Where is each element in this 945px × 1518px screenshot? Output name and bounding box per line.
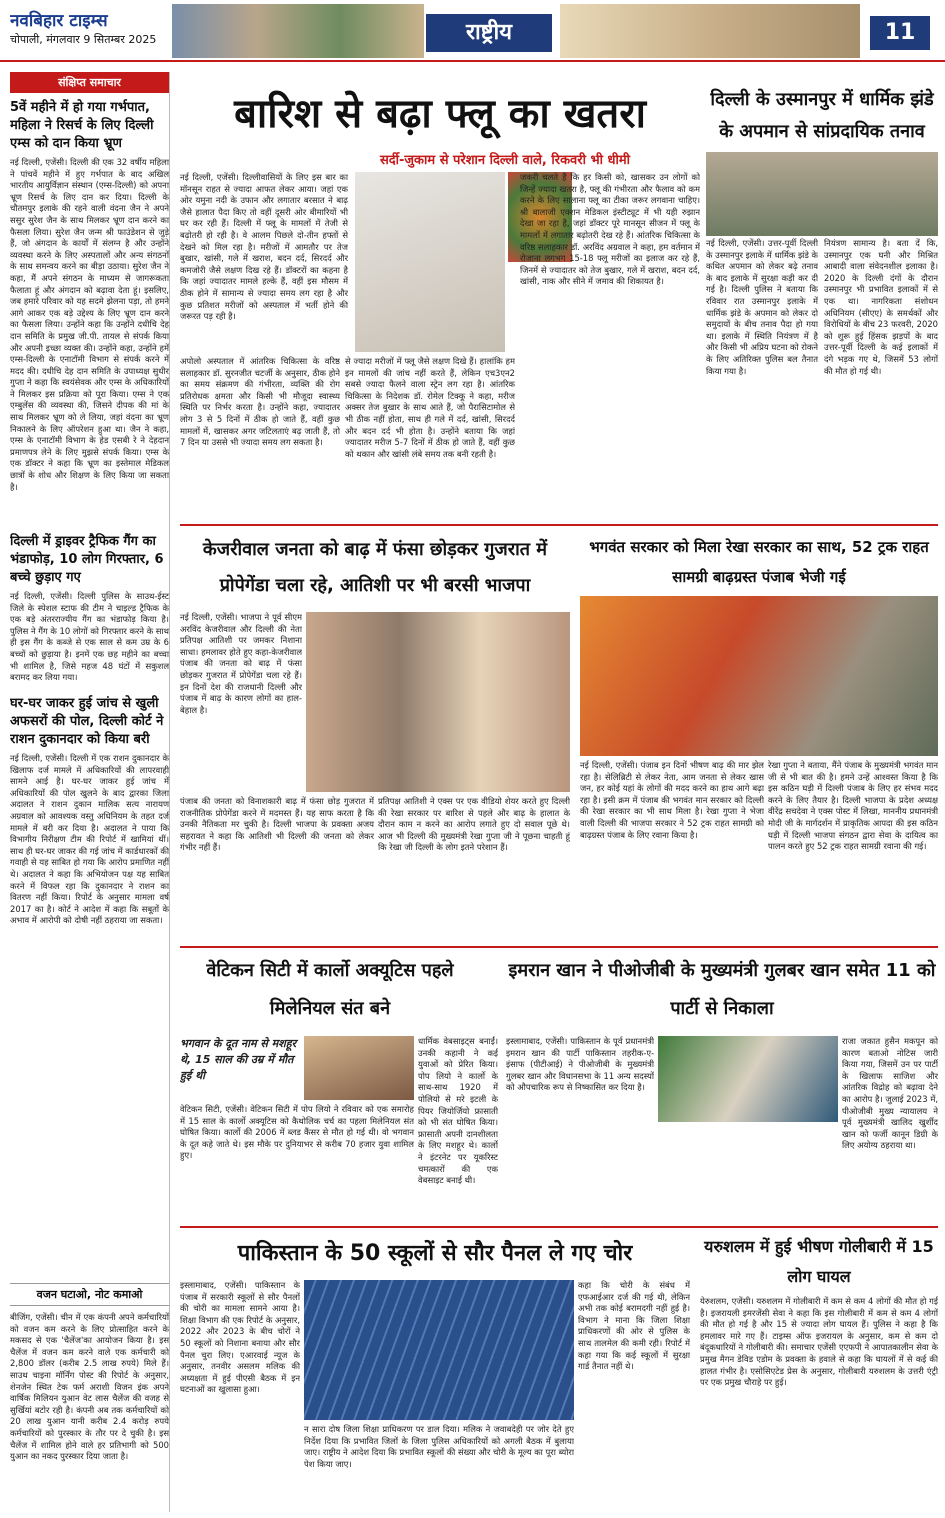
- kejriwal-text: पंजाब की जनता को विनाशकारी बाढ़ में फंसा छोड़ गुजरात में राजनीतिक प्रोपेगेंडा करने में मदमस्त हैं। यह साफ करता है कि उनकी नैतिकता मर चुकी है। दिल्ली भाजपा के प्रवक्ता अजय सहरावत ने कहा कि आतिशी भी दिल्ली की जनता को लेकर गंभीर नहीं हैं।: [180, 796, 374, 853]
- flu-text: अपोलो अस्पताल में आंतरिक चिकित्सा के वरिष्ठ सलाहकार डॉ. सुरनजीत चटर्जी के अनुसार, ठीक होने का समय संक्रमण की गंभीरता, व्यक्ति की रोग प्रतिरोधक क्षमता और किसी भी मौजूदा स्वास्थ्य स्थिति पर निर्भर करता है। उन्होंने कहा, ज्यादातर लोग 3 से 5 दिनों में ठीक हो जाते हैं, वहीं कुछ मामलों में, खासकर अगर जटिलताएं बढ़ जाती हैं, तो 7 दिन या उससे भी ज्यादा समय लग सकता है।: [180, 356, 340, 448]
- imran-khan-photo: [658, 1036, 838, 1122]
- brief-headline: 5वें महीने में हो गया गर्भपात, महिला ने रिसर्च के लिए दिल्ली एम्स को दान किया भ्रूण: [10, 100, 154, 151]
- relief-trucks-photo: [580, 596, 938, 756]
- jerusalem-text: येरुशलम, एजेंसी। यरुशलम में गोलीबारी में कम से कम 4 लोगों की मौत हो गई है। इजरायली इमरजेंसी सेवा ने कहा कि इस गोलीबारी में कम से कम 4 लोगों की मौत हो गई है और 15 से ज्यादा लोग घायल हैं। पुलिस ने कहा है कि हमलावर मारे गए हैं। टाइम्स ऑफ इजरायल के अनुसार, कम से कम दो बंदूकधारियों ने गोलीबारी की। समाचार एजेंसी एएफपी ने आपातकालीन सेवा के प्रमुख मैगन डेविड एडोम के प्रवक्ता के हवाले से कहा कि घायलों में से कई की हालत गंभीर है। एसोसिएटेड प्रेस के अनुसार, गोलीबारी यरुशलम के उत्तरी एंट्री पर एक प्रमुख चौराहे पर हुई।: [700, 1296, 938, 1388]
- brief-headline: दिल्ली में ड्राइवर ट्रैफिक गैंग का भंडाफोड़, 10 लोग गिरफ्तार, 6 बच्चे छुड़ाए गए: [10, 534, 164, 585]
- vatican-text: वेटिकन सिटी, एजेंसी। वेटिकन सिटी में पोप लियो ने रविवार को एक समारोह में 15 साल के कार्लो अक्यूटिस को कैथोलिक चर्च का पहला मिलेनियल संत घोषित किया। कार्लो की 2006 में ब्लड कैंसर से मौत हो गई थी। वो भगवान के दूत कहे जाते थे। इस मौके पर दुनियाभर से करीब 70 हजार युवा शामिल हुए।: [180, 1104, 414, 1161]
- brief-tag: वजन घटाओ, नोट कमाओ: [10, 1283, 169, 1306]
- police-crowd-photo: [706, 152, 938, 236]
- imran-text: इस्लामाबाद, एजेंसी। पाकिस्तान के पूर्व प्रधानमंत्री इमरान खान की पार्टी पाकिस्तान तहरीक-ए-इंसाफ (पीटीआई) ने पीओजीबी के मुख्यमंत्री गुलबर खान और विधानसभा के 11 अन्य सदस्यों को औपचारिक रूप से निष्कासित कर दिया है।: [506, 1036, 654, 1093]
- masthead-collage-image: [172, 4, 424, 58]
- riot-headline: दिल्ली के उस्मानपुर में धार्मिक झंडे के अपमान से सांप्रदायिक तनाव: [710, 89, 934, 142]
- section-divider: [180, 946, 938, 948]
- section-divider: [180, 1226, 938, 1228]
- flu-headline: बारिश से बढ़ा फ्लू का खतरा: [234, 91, 646, 137]
- bhagwant-headline: भगवंत सरकार को मिला रेखा सरकार का साथ, 52 ट्रक राहत सामग्री बाढ़ग्रस्त पंजाब भेजी गई: [589, 538, 929, 586]
- riot-text: नई दिल्ली, एजेंसी। उत्तर-पूर्वी दिल्ली के उस्मानपुर इलाके में धार्मिक झंडे के कथित अपमान को लेकर बढ़े तनाव के बाद इलाके में सुरक्षा कड़ी कर दी गई है। दिल्ली पुलिस ने बताया कि रविवार रात उस्मानपुर इलाके में धार्मिक झंडे के अपमान को लेकर दो समुदायों के बीच तनाव पैदा हो गया था। इलाके में स्थिति नियंत्रण में है और किसी भी अप्रिय घटना को रोकने के लिए अतिरिक्त पुलिस बल तैनात किया गया है।: [706, 238, 818, 376]
- flu-text: जकरी चलते हैं कि हर किसी को, खासकर उन लोगों को जिन्हें ज्यादा खतरा है, फ्लू की गंभीरता और फैलाव को कम करने के लिए सालाना फ्लू का टीका जरूर लगवाना चाहिए। श्री बालाजी एक्शन मेडिकल इंस्टीट्यूट में भी यही रुझान देखा जा रहा है, जहां डॉक्टर पूरे मानसून सीजन में फ्लू के मामलों में लगातार बढ़ोतरी देख रहे हैं। आंतरिक चिकित्सा के वरिष्ठ सलाहकार डॉ. अरविंद अग्रवाल ने कहा, हम वर्तमान में रोजाना लगभग 15-18 फ्लू मरीजों का इलाज कर रहे हैं, जिनमें से ज्यादातर को तेज बुखार, गले में खराश, बदन दर्द, खांसी, नाक और सीने में जमाव की शिकायत है।: [520, 172, 700, 287]
- solar-panels-photo: [304, 1280, 574, 1420]
- vatican-caption: भगवान के दूत नाम से मशहूर थे, 15 साल की उम्र में मौत हुई थी: [180, 1037, 297, 1082]
- newspaper-logo: [10, 10, 170, 50]
- politicians-photo: [306, 612, 570, 792]
- section-title: राष्ट्रीय: [426, 14, 552, 52]
- briefs-tag: संक्षिप्त समाचार: [10, 72, 169, 93]
- page-number: 11: [870, 16, 930, 50]
- riot-text: नियंत्रण सामान्य है। बता दें कि, उस्मानपुर एक घनी और मिश्रित आबादी वाला संवेदनशील इलाका है। 2020 के दिल्ली दंगों के दौरान उस्मानपुर भी प्रभावित इलाकों में से एक था। नागरिकता संशोधन अधिनियम (सीएए) के समर्थकों और विरोधियों के बीच 23 फरवरी, 2020 को शुरू हुई हिंसक झड़पों के बाद उत्तर-पूर्वी दिल्ली के कई इलाकों में दंगे भड़क गए थे, जिसमें 53 लोगों की मौत हो गई थी।: [824, 238, 938, 376]
- imran-headline: इमरान खान ने पीओजीबी के मुख्यमंत्री गुलबर खान समेत 11 को पार्टी से निकाला: [508, 960, 936, 1019]
- bhagwant-text: रेखा गुप्ता ने बताया, मैंने पंजाब के मुख्यमंत्री भगवंत मान जी से भी बात की है। हमने उन्हें आश्वस्त किया है कि इस कठिन घड़ी में दिल्ली पंजाब के लिए हर संभव मदद करने के लिए तैयार है। दिल्ली भाजपा के प्रदेश अध्यक्ष वीरेंद्र सचदेवा ने एक्स पोस्ट में लिखा, माननीय प्रधानमंत्री मोदी जी के मार्गदर्शन में प्राकृतिक आपदा की इस कठिन घड़ी में दिल्ली भाजपा संगठन द्वारा सेवा के दायित्व का पालन करते हुए 52 ट्रक राहत सामग्री रवाना की गई।: [768, 760, 938, 852]
- jerusalem-headline: यरुशलम में हुई भीषण गोलीबारी में 15 लोग घायल: [704, 1237, 934, 1286]
- solar-headline: पाकिस्तान के 50 स्कूलों से सौर पैनल ले गए चोर: [237, 1241, 633, 1266]
- flu-text: से ज्यादा मरीजों में फ्लू जैसे लक्षण दिखे हैं। हालांकि हम इन मामलों की जांच नहीं करते हैं, लेकिन एच3एन2 सबसे ज्यादा फैलने वाला स्ट्रेन लग रहा है। आंतरिक चिकित्सा के निदेशक डॉ. रोमेल टिक्कू ने कहा, मरीज अक्सर तेज बुखार के साथ आते हैं, जो पैरासिटामोल से भी ठीक नहीं होता, साथ ही गले में दर्द, खांसी, सिरदर्द और बदन दर्द भी होता है। उन्होंने बताया कि जहां ज्यादातर मरीज 5-7 दिनों में ठीक हो जाते हैं, वहीं कुछ को थकान और खांसी लंबे समय तक बनी रहती है।: [345, 356, 515, 459]
- vatican-text: धार्मिक वेबसाइट्स बनाईं। उनकी कहानी ने कई युवाओं को प्रेरित किया। पोप लियो ने कार्लो के साथ-साथ 1920 में पोलियो से मरे इटली के पियर जियोर्जियो फ्रासाती को भी संत घोषित किया। फ्रासाती अपनी दानशीलता के लिए मशहूर थे। कार्लो ने इंटरनेट पर यूकरिस्ट चमत्कारों की एक वेबसाइट बनाई थी।: [418, 1036, 498, 1186]
- briefs-column: [10, 72, 170, 1512]
- section-divider: [180, 524, 938, 526]
- bhagwant-text: नई दिल्ली, एजेंसी। पंजाब इन दिनों भीषण बाढ़ की मार झेल रहा है। सेलिब्रिटी से लेकर नेता, आम जनता से लेकर खास जन, हर कोई यहां के लोगों की मदद करने का हाथ आगे बढ़ा रहा है। इसी क्रम में पंजाब की भगवंत मान सरकार को दिल्ली की रेखा सरकार का भी साथ मिला है। रेखा गुप्ता ने भेजा वाली दिल्ली की भाजपा सरकार ने 52 ट्रक राहत सामग्री को बाढ़ग्रस्त पंजाब के लिए रवाना किया है।: [580, 760, 764, 840]
- kejriwal-text: नई दिल्ली, एजेंसी। भाजपा ने पूर्व सीएम अरविंद केजरीवाल और दिल्ली की नेता प्रतिपक्ष आतिशी पर जमकर निशाना साधा। हमलावर होते हुए कहा-केजरीवाल पंजाब की जनता को बाढ़ में फंसा छोड़कर गुजरात में प्रोपेगेंडा चला रहे हैं। इन दिनों देश की राजधानी दिल्ली और पंजाब में बाढ़ के कारण लोगों का हाल-बेहाल है।: [180, 612, 302, 715]
- flu-subheadline: सर्दी-जुकाम से परेशान दिल्ली वाले, रिकवरी भी धीमी: [379, 153, 631, 168]
- brief-body: नई दिल्ली, एजेंसी। दिल्ली में एक राशन दुकानदार के खिलाफ दर्ज मामले में अधिकारियों की लापरवाही सामने आई है। घर-घर जाकर हुई जांच में अधिकारियों की पोल खुलने के बाद द्वारका जिला अदालत ने राशन दुकान मालिक सत्य नारायण अग्रवाल को आवश्यक वस्तु अधिनियम के तहत दर्ज मामले में बरी कर दिया है। अदालत ने पाया कि विभागीय निरीक्षण टीम की रिपोर्ट में खामियां थीं। साथ ही घर-घर जाकर की गई जांच में कार्डधारकों की गवाही से यह साबित हो गया कि आरोप प्रमाणित नहीं थे। अदालत ने कहा कि अभियोजन पक्ष यह साबित करने में विफल रहा कि दुकानदार ने राशन का वितरण नहीं किया। रिपोर्ट के अनुसार मामला वर्ष 2017 का है। कोर्ट ने आदेश में कहा कि सबूतों के अभाव में आरोपी को दोषी नहीं ठहराया जा सकता।: [10, 753, 169, 926]
- kejriwal-text: प्रतिपक्ष आतिशी ने एक्स पर एक वीडियो शेयर करते हुए दिल्ली की रेखा सरकार पर बारिश से पहले और बाढ़ के हालात के दौरान काम न करने का आरोप लगाते हुए दो सवाल पूछे थे। आज भी दिल्ली की मुख्यमंत्री रेखा गुप्ता जी ने पूछना चाहती हूं कि रेखा जी दिल्ली के लोग इतने परेशान हैं।: [378, 796, 570, 853]
- dateline: चोपाली, मंगलवार 9 सितम्बर 2025: [10, 33, 157, 46]
- imran-text: राजा जकात हुसैन मकपून को कारण बताओ नोटिस जारी किया गया, जिसमें उन पर पार्टी के खिलाफ साजिश और आंतरिक विद्रोह को बढ़ावा देने का आरोप है। जुलाई 2023 में, पीओजीबी मुख्य न्यायालय ने पूर्व मुख्यमंत्री खालिद खुर्शीद खान को फर्जी कानून डिग्री के लिए अयोग्य ठहराया था।: [842, 1036, 938, 1151]
- brief-body: नई दिल्ली, एजेंसी। दिल्ली की एक 32 वर्षीय महिला ने पांचवें महीने में हुए गर्भपात के बाद अखिल भारतीय आयुर्विज्ञान संस्थान (एम्स-दिल्ली) को अपना भ्रूण रिसर्च के लिए दान कर दिया। दिल्ली के चौतमपुर इलाके की रहने वाली वंदना जैन ने अपने ससुर सुरेश जैन के साथ मिलकर भ्रूण दान करने का फैसला लिया। सुरेश जैन जन्म श्री फाउंडेशन से जुड़े हैं, जो अंगदान के कार्यों में संलग्न है और उन्होंने व्यवस्था करने के लिए अस्पतालों और अन्य संगठनों के साथ समन्वय करने का बीड़ा उठाया। सुरेश जैन ने कहा, मैं अपने संगठन के माध्यम से जागरूकता फैलाता हूं और अंगदान को बढ़ावा देता हूं। इसलिए, जब हमारे परिवार को यह सदमे झेलना पड़ा, तो हमने आगे आकर एक बड़े उद्देश्य के लिए भ्रूण दान करने का फैसला लिया। उन्होंने कहा कि उन्होंने दधीचि देह दान समिति के प्रमुख जी.पी. तायल से संपर्क किया और अपनी इच्छा व्यक्त की। उन्होंने कहा, उन्होंने हमें एम्स-दिल्ली के एनाटॉमी विभाग से संपर्क करने में मदद की। दधीचि देह दान समिति के उपाध्यक्ष सुधीर गुप्ता ने कहा कि स्वयंसेवक और एम्स के अधिकारियों ने मिलकर इस प्रक्रिया को पूरा किया। एम्स ने एक एम्बुलेंस की व्यवस्था की, जिसने दीपक की मां के साथ मिलकर भ्रूण को ले लिया, जहां वंदना का भ्रूण निकालने के लिए ऑपरेशन हुआ था। जैन ने कहा, एम्स के एनाटॉमी विभाग के हेड एसबी रे ने देहदान प्रमाणपत्र लेने के लिए मुझसे संपर्क किया। एम्स के एक डॉक्टर ने कहा कि भ्रूण का इस्तेमाल मेडिकल छात्रों के शोध और शिक्षण के लिए किया जा सकता है।: [10, 157, 169, 492]
- sick-man-photo: [355, 172, 505, 352]
- solar-text: इस्लामाबाद, एजेंसी। पाकिस्तान के पंजाब में सरकारी स्कूलों से सौर पैनलों की चोरी का मामला सामने आया है। शिक्षा विभाग की एक रिपोर्ट के अनुसार, 2022 और 2023 के बीच चोरों ने 50 स्कूलों को निशाना बनाया और सौर पैनल चुरा लिए। एआरवाई न्यूज के अनुसार, तनवीर असलम मलिक की अध्यक्षता में हुई पीएसी बैठक में इन घटनाओं का खुलासा हुआ।: [180, 1280, 300, 1395]
- brief-body: बीजिंग, एजेंसी। चीन में एक कंपनी अपने कर्मचारियों को वजन कम करने के लिए प्रोत्साहित करने के मकसद से एक 'चैलेंज'का आयोजन किया है। इस चैलेंज में वजन कम करने वाले एक कर्मचारी को 2,800 डॉलर (करीब 2.5 लाख रुपये) मिले हैं। साउथ चाइना मॉर्निंग पोस्ट की रिपोर्ट के अनुसार, शेनजेन स्थित टेक फर्म अराशी विजन इंक अपने वार्षिक मिलियन युआन वेट लास चैलेंज की वजह से सुर्खियां बटोर रही है। कंपनी अब तक कर्मचारियों को 20 लाख युआन यानी करीब 2.4 करोड़ रुपये कर्मचारियों को पुरस्कार के तौर पर दे चुकी है। इस चैलेंज में शामिल होने वाले हर प्रतिभागी को 500 युआन का नकद पुरस्कार दिया जाता है।: [10, 1312, 169, 1462]
- kejriwal-headline: केजरीवाल जनता को बाढ़ में फंसा छोड़कर गुजरात में प्रोपेगेंडा चला रहे, आतिशी पर भी बरसी भाजपा: [202, 539, 548, 596]
- masthead-statue-image: [560, 4, 860, 58]
- solar-text: न सारा दोष जिला शिक्षा प्राधिकरण पर डाल दिया। मलिक ने जवाबदेही पर जोर देते हुए निर्देश दिया कि प्रभावित जिलों के जिला पुलिस अधिकारियों को अगली बैठक में बुलाया जाए। राष्ट्रीय ने आदेश दिया कि प्रभावित स्कूलों की संख्या और चोरी के मूल्य का पूरा ब्योरा पेश किया जाए।: [304, 1424, 574, 1469]
- brief-headline: घर-घर जाकर हुई जांच से खुली अफसरों की पोल, दिल्ली कोर्ट ने राशन दुकानदार को किया बरी: [10, 696, 164, 747]
- carlo-acutis-photo: [304, 1036, 414, 1100]
- paper-name: नवबिहार टाइम्स: [10, 11, 108, 31]
- vatican-headline: वेटिकन सिटी में कार्लो अक्यूटिस पहले मिलेनियल संत बने: [206, 960, 454, 1019]
- solar-text: कहा कि चोरी के संबंध में एफआईआर दर्ज की गई थी, लेकिन अभी तक कोई बरामदगी नहीं हुई है। विभाग ने माना कि जिला शिक्षा प्राधिकरणों की ओर से पुलिस के साथ तालमेल की कमी रही। रिपोर्ट में कहा गया कि कई स्कूलों में सुरक्षा गार्ड तैनात नहीं थे।: [578, 1280, 690, 1372]
- flu-text: नई दिल्ली, एजेंसी। दिल्लीवासियों के लिए इस बार का मॉनसून राहत से ज्यादा आफत लेकर आया। जहां एक ओर यमुना नदी के उफान और लगातार बरसात ने बाढ़ जैसे हालात पैदा किए तो वहीं दूसरी ओर बीमारियों भी घर कर रही हैं। दिल्ली में फ्लू के मामलों में तेजी से बढ़ोतरी हो रही है। वे आलम पिछले दो-तीन हफ्तों से देखने को मिल रहा है। मरीजों में आमतौर पर तेज बुखार, खांसी, गले में खराश, बदन दर्द, सिरदर्द और कमजोरी जैसे लक्षण दिख रहे हैं। डॉक्टरों का कहना है कि जहां ज्यादातर मामले हल्के हैं, वहीं इस मौसम में ठीक होने में सामान्य से ज्यादा समय लग रहा है और कुछ प्रतिशत मरीजों को अस्पताल में भर्ती होने की जरूरत पड़ रही है।: [180, 172, 348, 322]
- brief-body: नई दिल्ली, एजेंसी। दिल्ली पुलिस के साउथ-ईस्ट जिले के स्पेशल स्टाफ की टीम ने चाइल्ड ट्रैफिक के एक बड़े अंतरराज्यीय गैंग का भंडाफोड़ किया है। पुलिस ने गैंग के 10 लोगों को गिरफ्तार करने के साथ ही इस गैंग के कब्जे से एक साल से कम उम्र के 6 बच्चों को छुड़ाया है। इनमें एक छह महीने का बच्चा भी शामिल है, जिसे महज 48 घंटों में सकुशल बरामद कर लिया गया।: [10, 591, 169, 683]
